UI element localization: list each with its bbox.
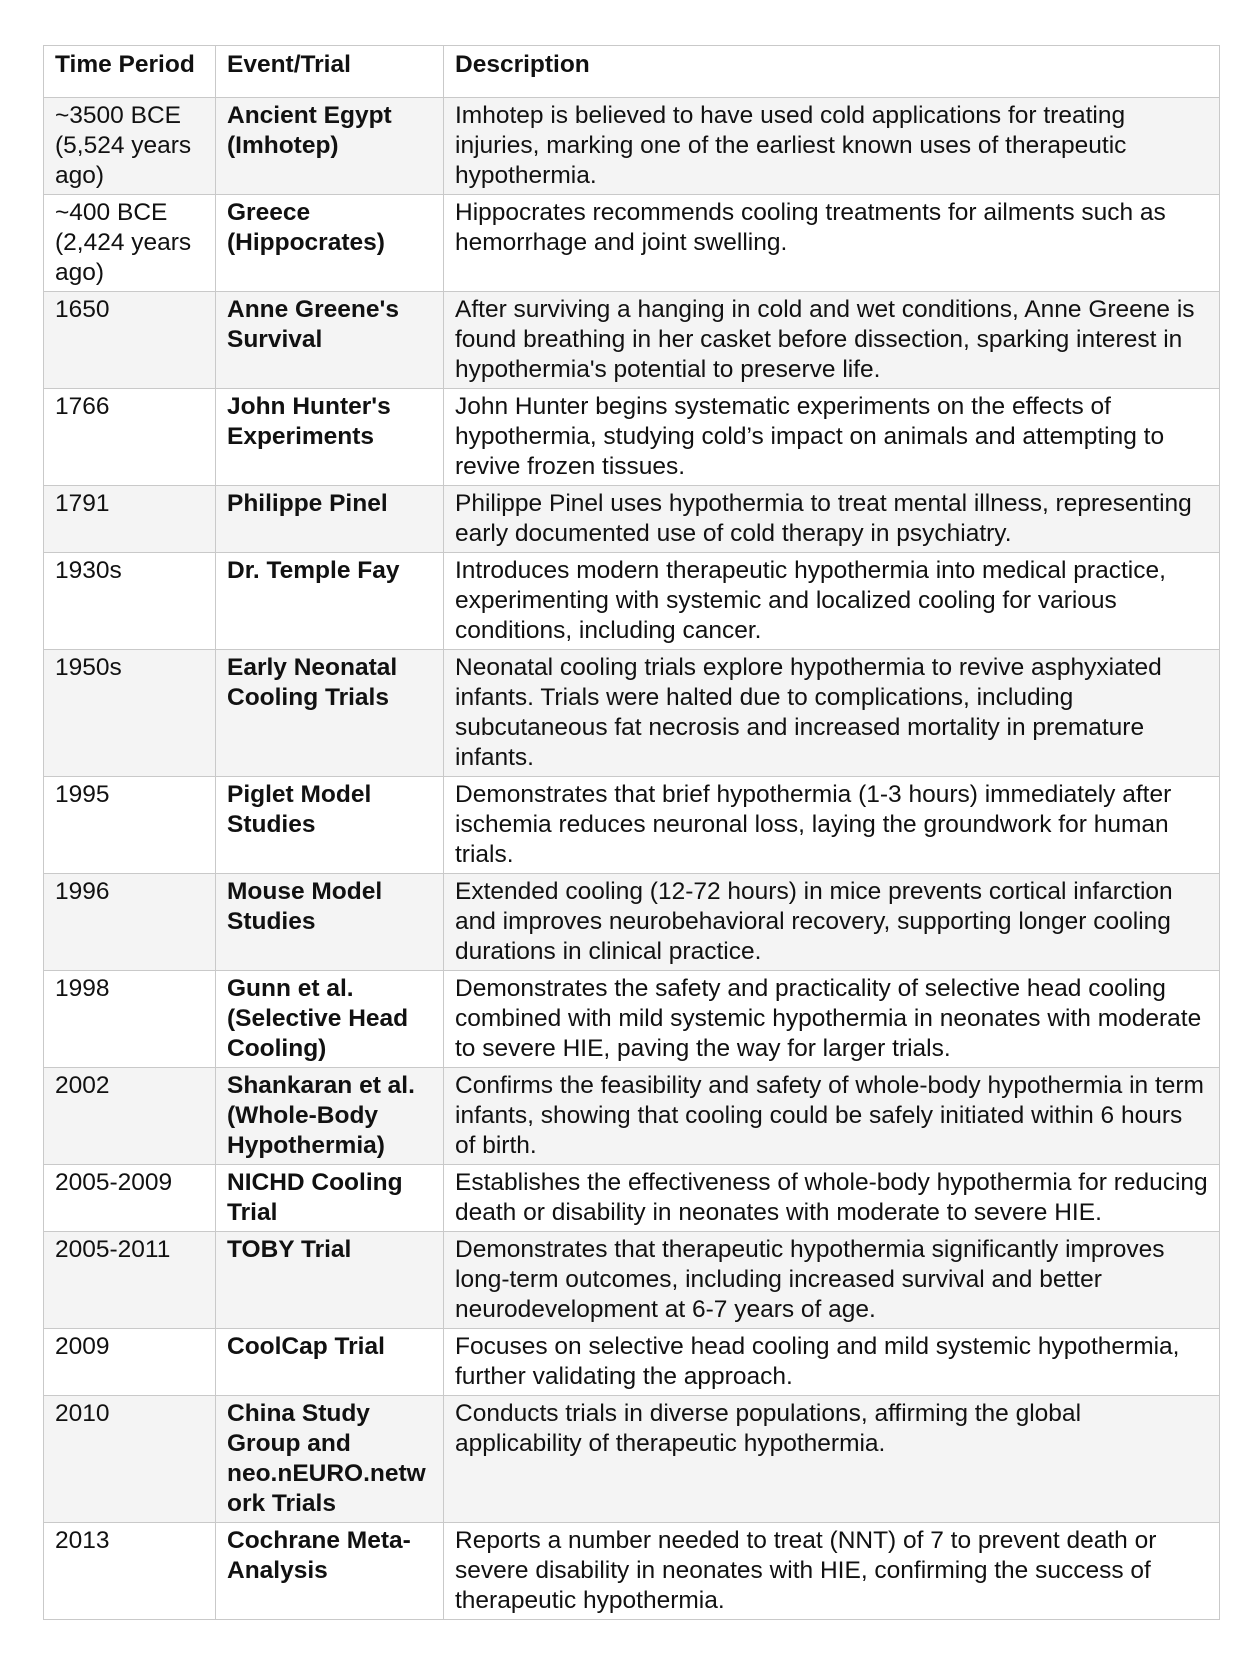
- time-period-cell: 1995: [44, 777, 216, 874]
- table-row: [44, 1329, 1220, 1396]
- description-cell: Introduces modern therapeutic hypothermia into medical practice, experimenting with systemic and localized cooling for various conditions, including cancer.: [444, 553, 1220, 650]
- table-row: [44, 98, 1220, 195]
- table-row: [44, 553, 1220, 650]
- table-body: [44, 98, 1220, 1620]
- table-row: [44, 777, 1220, 874]
- time-period-cell: 1930s: [44, 553, 216, 650]
- time-period-cell: 1950s: [44, 650, 216, 777]
- table-row: [44, 292, 1220, 389]
- time-period-cell: 1996: [44, 874, 216, 971]
- time-period-cell: 1650: [44, 292, 216, 389]
- event-cell: NICHD Cooling Trial: [216, 1165, 444, 1232]
- header-event-trial: Event/Trial: [216, 46, 444, 98]
- table-header: [44, 46, 1220, 98]
- header-time-period: Time Period: [44, 46, 216, 98]
- table-row: [44, 874, 1220, 971]
- description-cell: Imhotep is believed to have used cold applications for treating injuries, marking one of the earliest known uses of therapeutic hypothermia.: [444, 98, 1220, 195]
- event-cell: Cochrane Meta-Analysis: [216, 1523, 444, 1620]
- header-description: Description: [444, 46, 1220, 98]
- event-cell: Piglet Model Studies: [216, 777, 444, 874]
- event-cell: Dr. Temple Fay: [216, 553, 444, 650]
- description-cell: Reports a number needed to treat (NNT) of 7 to prevent death or severe disability in neonates with HIE, confirming the success of therapeutic hypothermia.: [444, 1523, 1220, 1620]
- description-cell: Hippocrates recommends cooling treatments for ailments such as hemorrhage and joint swelling.: [444, 195, 1220, 292]
- table-row: [44, 1068, 1220, 1165]
- table-row: [44, 971, 1220, 1068]
- table-row: [44, 389, 1220, 486]
- table-row: [44, 1232, 1220, 1329]
- header-row: [44, 46, 1220, 98]
- table-row: [44, 1396, 1220, 1523]
- description-cell: Demonstrates that therapeutic hypothermia significantly improves long-term outcomes, including increased survival and better neurodevelopment at 6-7 years of age.: [444, 1232, 1220, 1329]
- time-period-cell: 1791: [44, 486, 216, 553]
- event-cell: Greece (Hippocrates): [216, 195, 444, 292]
- event-cell: Shankaran et al. (Whole-Body Hypothermia): [216, 1068, 444, 1165]
- description-cell: Conducts trials in diverse populations, affirming the global applicability of therapeutic hypothermia.: [444, 1396, 1220, 1523]
- description-cell: John Hunter begins systematic experiments on the effects of hypothermia, studying cold’s impact on animals and attempting to revive frozen tissues.: [444, 389, 1220, 486]
- time-period-cell: ~3500 BCE (5,524 years ago): [44, 98, 216, 195]
- time-period-cell: 1766: [44, 389, 216, 486]
- time-period-cell: 2005-2011: [44, 1232, 216, 1329]
- event-cell: CoolCap Trial: [216, 1329, 444, 1396]
- description-cell: Demonstrates that brief hypothermia (1-3 hours) immediately after ischemia reduces neuronal loss, laying the groundwork for human trials.: [444, 777, 1220, 874]
- description-cell: Establishes the effectiveness of whole-body hypothermia for reducing death or disability in neonates with moderate to severe HIE.: [444, 1165, 1220, 1232]
- event-cell: Gunn et al. (Selective Head Cooling): [216, 971, 444, 1068]
- description-cell: Extended cooling (12-72 hours) in mice prevents cortical infarction and improves neurobehavioral recovery, supporting longer cooling durations in clinical practice.: [444, 874, 1220, 971]
- time-period-cell: 2005-2009: [44, 1165, 216, 1232]
- event-cell: Early Neonatal Cooling Trials: [216, 650, 444, 777]
- time-period-cell: 2010: [44, 1396, 216, 1523]
- table-row: [44, 650, 1220, 777]
- description-cell: Confirms the feasibility and safety of whole-body hypothermia in term infants, showing that cooling could be safely initiated within 6 hours of birth.: [444, 1068, 1220, 1165]
- table-row: [44, 1523, 1220, 1620]
- table-row: [44, 1165, 1220, 1232]
- event-cell: TOBY Trial: [216, 1232, 444, 1329]
- description-cell: After surviving a hanging in cold and wet conditions, Anne Greene is found breathing in her casket before dissection, sparking interest in hypothermia's potential to preserve life.: [444, 292, 1220, 389]
- time-period-cell: 2013: [44, 1523, 216, 1620]
- table-row: [44, 486, 1220, 553]
- event-cell: China Study Group and neo.nEURO.network Trials: [216, 1396, 444, 1523]
- description-cell: Demonstrates the safety and practicality of selective head cooling combined with mild systemic hypothermia in neonates with moderate to severe HIE, paving the way for larger trials.: [444, 971, 1220, 1068]
- time-period-cell: ~400 BCE (2,424 years ago): [44, 195, 216, 292]
- time-period-cell: 1998: [44, 971, 216, 1068]
- description-cell: Neonatal cooling trials explore hypothermia to revive asphyxiated infants. Trials were halted due to complications, including subcutaneous fat necrosis and increased mortality in premature infants.: [444, 650, 1220, 777]
- event-cell: Anne Greene's Survival: [216, 292, 444, 389]
- event-cell: Mouse Model Studies: [216, 874, 444, 971]
- event-cell: Philippe Pinel: [216, 486, 444, 553]
- description-cell: Philippe Pinel uses hypothermia to treat mental illness, representing early documented use of cold therapy in psychiatry.: [444, 486, 1220, 553]
- event-cell: Ancient Egypt (Imhotep): [216, 98, 444, 195]
- description-cell: Focuses on selective head cooling and mild systemic hypothermia, further validating the approach.: [444, 1329, 1220, 1396]
- table-row: [44, 195, 1220, 292]
- hypothermia-timeline-table: [43, 45, 1220, 1620]
- event-cell: John Hunter's Experiments: [216, 389, 444, 486]
- time-period-cell: 2009: [44, 1329, 216, 1396]
- time-period-cell: 2002: [44, 1068, 216, 1165]
